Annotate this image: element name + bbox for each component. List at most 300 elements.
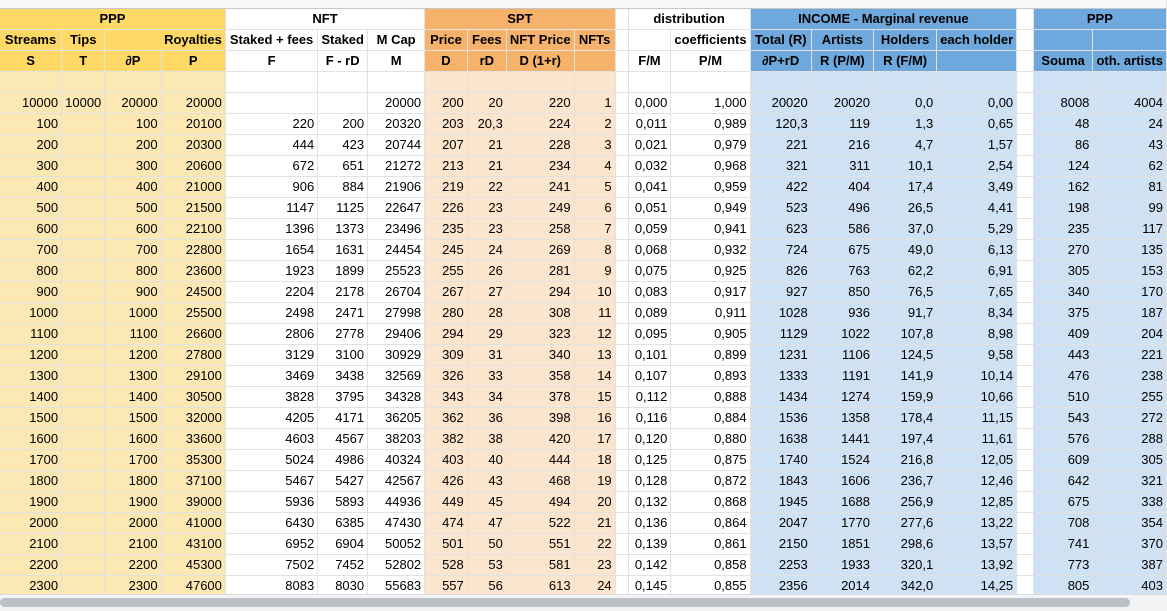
table-cell[interactable]: 1606 — [811, 471, 873, 492]
header-cell[interactable]: Artists — [811, 30, 873, 51]
table-cell[interactable] — [750, 72, 811, 93]
table-cell[interactable]: 24 — [1093, 114, 1167, 135]
table-cell[interactable]: 2 — [574, 114, 615, 135]
table-cell[interactable]: 300 — [105, 156, 161, 177]
table-cell[interactable]: 37100 — [161, 471, 225, 492]
table-cell[interactable]: 1028 — [750, 303, 811, 324]
table-cell[interactable]: 45300 — [161, 555, 225, 576]
table-cell[interactable] — [1017, 429, 1034, 450]
table-cell[interactable] — [1017, 366, 1034, 387]
header-cell[interactable]: Fees — [467, 30, 506, 51]
table-cell[interactable]: 43 — [467, 471, 506, 492]
table-cell[interactable]: 0,968 — [671, 156, 750, 177]
table-cell[interactable]: 1770 — [811, 513, 873, 534]
table-cell[interactable]: 2000 — [105, 513, 161, 534]
table-cell[interactable]: 36205 — [368, 408, 425, 429]
spacer-cell[interactable] — [615, 513, 628, 534]
table-cell[interactable]: 0,142 — [628, 555, 671, 576]
table-cell[interactable]: 141,9 — [874, 366, 937, 387]
table-cell[interactable]: 22 — [467, 177, 506, 198]
table-cell[interactable]: 2178 — [318, 282, 368, 303]
table-cell[interactable]: 0,872 — [671, 471, 750, 492]
table-cell[interactable]: 7452 — [318, 555, 368, 576]
table-cell[interactable]: 23 — [467, 219, 506, 240]
table-cell[interactable]: 1843 — [750, 471, 811, 492]
table-cell[interactable] — [105, 72, 161, 93]
table-cell[interactable]: 1800 — [0, 471, 62, 492]
table-cell[interactable]: 26,5 — [874, 198, 937, 219]
table-cell[interactable]: 1129 — [750, 324, 811, 345]
table-cell[interactable] — [1017, 471, 1034, 492]
table-cell[interactable]: 724 — [750, 240, 811, 261]
table-cell[interactable]: 204 — [1093, 324, 1167, 345]
table-cell[interactable]: 422 — [750, 177, 811, 198]
table-cell[interactable]: 403 — [1093, 576, 1167, 597]
header-cell[interactable]: ∂P — [105, 51, 161, 72]
table-cell[interactable]: 309 — [425, 345, 468, 366]
table-cell[interactable] — [811, 72, 873, 93]
table-cell[interactable]: 33 — [467, 366, 506, 387]
table-cell[interactable]: 409 — [1033, 324, 1093, 345]
table-cell[interactable]: 468 — [506, 471, 574, 492]
table-cell[interactable]: 1500 — [105, 408, 161, 429]
table-cell[interactable]: 1,000 — [671, 93, 750, 114]
table-cell[interactable]: 3,49 — [937, 177, 1017, 198]
table-cell[interactable]: 0,0 — [874, 93, 937, 114]
table-cell[interactable]: 927 — [750, 282, 811, 303]
header-cell[interactable]: Staked — [318, 30, 368, 51]
table-cell[interactable]: 11,15 — [937, 408, 1017, 429]
scrollbar-thumb[interactable] — [0, 598, 1130, 607]
table-cell[interactable]: 30500 — [161, 387, 225, 408]
table-cell[interactable]: 2356 — [750, 576, 811, 597]
table-cell[interactable]: 20 — [467, 93, 506, 114]
spacer-cell[interactable] — [615, 156, 628, 177]
header-cell[interactable]: Total (R) — [750, 30, 811, 51]
table-cell[interactable]: 22100 — [161, 219, 225, 240]
table-cell[interactable] — [161, 72, 225, 93]
table-cell[interactable]: 494 — [506, 492, 574, 513]
spacer-cell[interactable] — [615, 219, 628, 240]
table-cell[interactable] — [62, 156, 105, 177]
table-cell[interactable] — [1017, 450, 1034, 471]
table-cell[interactable]: 20020 — [750, 93, 811, 114]
table-cell[interactable]: 20744 — [368, 135, 425, 156]
table-cell[interactable]: 8008 — [1033, 93, 1093, 114]
table-cell[interactable]: 426 — [425, 471, 468, 492]
table-cell[interactable]: 23496 — [368, 219, 425, 240]
table-cell[interactable]: 6952 — [225, 534, 317, 555]
table-cell[interactable]: 551 — [506, 534, 574, 555]
table-cell[interactable]: 270 — [1033, 240, 1093, 261]
table-cell[interactable]: 21 — [574, 513, 615, 534]
spacer-cell[interactable] — [615, 471, 628, 492]
table-cell[interactable]: 43100 — [161, 534, 225, 555]
table-cell[interactable] — [62, 387, 105, 408]
table-cell[interactable]: 100 — [105, 114, 161, 135]
spacer-cell[interactable] — [615, 324, 628, 345]
table-cell[interactable]: 1933 — [811, 555, 873, 576]
table-cell[interactable]: 24 — [574, 576, 615, 597]
table-cell[interactable]: 0,00 — [937, 93, 1017, 114]
table-cell[interactable]: 1654 — [225, 240, 317, 261]
header-cell[interactable]: Tips — [62, 30, 105, 51]
table-cell[interactable] — [506, 72, 574, 93]
table-cell[interactable]: 1300 — [0, 366, 62, 387]
table-cell[interactable]: 228 — [506, 135, 574, 156]
table-cell[interactable]: 5467 — [225, 471, 317, 492]
table-cell[interactable]: 9 — [574, 261, 615, 282]
horizontal-scrollbar[interactable] — [0, 594, 1167, 611]
table-cell[interactable]: 2200 — [0, 555, 62, 576]
table-cell[interactable]: 38 — [467, 429, 506, 450]
table-cell[interactable]: 235 — [1033, 219, 1093, 240]
header-cell[interactable]: F - rD — [318, 51, 368, 72]
table-cell[interactable]: 33600 — [161, 429, 225, 450]
table-cell[interactable]: 0,917 — [671, 282, 750, 303]
table-cell[interactable]: 19 — [574, 471, 615, 492]
table-cell[interactable]: 2778 — [318, 324, 368, 345]
table-cell[interactable]: 936 — [811, 303, 873, 324]
table-cell[interactable] — [62, 261, 105, 282]
table-cell[interactable]: 23 — [467, 198, 506, 219]
spacer-cell[interactable] — [615, 240, 628, 261]
table-cell[interactable]: 557 — [425, 576, 468, 597]
table-cell[interactable]: 213 — [425, 156, 468, 177]
table-cell[interactable] — [318, 72, 368, 93]
table-cell[interactable]: 27 — [467, 282, 506, 303]
group-spt[interactable]: SPT — [425, 9, 616, 30]
table-cell[interactable]: 26 — [467, 261, 506, 282]
table-cell[interactable]: 13,22 — [937, 513, 1017, 534]
table-cell[interactable] — [1017, 219, 1034, 240]
table-cell[interactable]: 0,884 — [671, 408, 750, 429]
header-cell[interactable]: F/M — [628, 51, 671, 72]
table-cell[interactable]: 24454 — [368, 240, 425, 261]
table-cell[interactable]: 763 — [811, 261, 873, 282]
spacer-cell[interactable] — [615, 30, 628, 51]
table-cell[interactable] — [1017, 282, 1034, 303]
table-cell[interactable]: 20320 — [368, 114, 425, 135]
table-cell[interactable] — [1017, 135, 1034, 156]
table-cell[interactable]: 600 — [105, 219, 161, 240]
table-cell[interactable]: 0,979 — [671, 135, 750, 156]
table-cell[interactable]: 53 — [467, 555, 506, 576]
table-cell[interactable]: 0,880 — [671, 429, 750, 450]
table-cell[interactable]: 338 — [1093, 492, 1167, 513]
table-cell[interactable]: 36 — [467, 408, 506, 429]
table-cell[interactable]: 216,8 — [874, 450, 937, 471]
spacer-cell[interactable] — [615, 93, 628, 114]
spacer-cell[interactable] — [615, 177, 628, 198]
spacer-cell[interactable] — [615, 282, 628, 303]
table-cell[interactable]: 1191 — [811, 366, 873, 387]
table-cell[interactable]: 16 — [574, 408, 615, 429]
table-cell[interactable] — [1093, 72, 1167, 93]
table-cell[interactable] — [62, 177, 105, 198]
table-cell[interactable]: 10000 — [0, 93, 62, 114]
table-cell[interactable]: 0,041 — [628, 177, 671, 198]
table-cell[interactable]: 378 — [506, 387, 574, 408]
table-cell[interactable] — [62, 534, 105, 555]
table-cell[interactable]: 20,3 — [467, 114, 506, 135]
header-cell[interactable]: M Cap — [368, 30, 425, 51]
table-cell[interactable]: 543 — [1033, 408, 1093, 429]
table-cell[interactable]: 5936 — [225, 492, 317, 513]
spacer-cell[interactable] — [615, 429, 628, 450]
table-cell[interactable]: 234 — [506, 156, 574, 177]
table-cell[interactable]: 6 — [574, 198, 615, 219]
table-cell[interactable]: 7,65 — [937, 282, 1017, 303]
table-cell[interactable]: 4205 — [225, 408, 317, 429]
table-cell[interactable]: 6430 — [225, 513, 317, 534]
spacer-cell[interactable] — [615, 72, 628, 93]
table-cell[interactable]: 1700 — [105, 450, 161, 471]
table-cell[interactable]: 221 — [750, 135, 811, 156]
table-cell[interactable]: 0,089 — [628, 303, 671, 324]
table-cell[interactable]: 0,932 — [671, 240, 750, 261]
table-cell[interactable]: 178,4 — [874, 408, 937, 429]
table-cell[interactable]: 326 — [425, 366, 468, 387]
table-cell[interactable]: 308 — [506, 303, 574, 324]
table-cell[interactable]: 1333 — [750, 366, 811, 387]
table-cell[interactable] — [62, 219, 105, 240]
table-cell[interactable]: 5 — [574, 177, 615, 198]
table-cell[interactable]: 219 — [425, 177, 468, 198]
table-cell[interactable]: 256,9 — [874, 492, 937, 513]
table-cell[interactable]: 1,57 — [937, 135, 1017, 156]
table-cell[interactable]: 12 — [574, 324, 615, 345]
table-cell[interactable]: 321 — [1093, 471, 1167, 492]
table-cell[interactable] — [1017, 345, 1034, 366]
header-cell[interactable]: coefficients — [671, 30, 750, 51]
table-cell[interactable]: 32000 — [161, 408, 225, 429]
table-cell[interactable]: 0,855 — [671, 576, 750, 597]
table-cell[interactable]: 22647 — [368, 198, 425, 219]
table-cell[interactable]: 400 — [0, 177, 62, 198]
table-cell[interactable]: 14 — [574, 366, 615, 387]
table-cell[interactable] — [1017, 177, 1034, 198]
table-cell[interactable]: 187 — [1093, 303, 1167, 324]
table-cell[interactable]: 10,66 — [937, 387, 1017, 408]
table-cell[interactable]: 24 — [467, 240, 506, 261]
table-cell[interactable] — [671, 72, 750, 93]
table-cell[interactable]: 159,9 — [874, 387, 937, 408]
table-cell[interactable]: 0,032 — [628, 156, 671, 177]
table-cell[interactable]: 117 — [1093, 219, 1167, 240]
header-cell[interactable]: T — [62, 51, 105, 72]
table-cell[interactable]: 34 — [467, 387, 506, 408]
table-cell[interactable]: 56 — [467, 576, 506, 597]
table-cell[interactable]: 30929 — [368, 345, 425, 366]
table-cell[interactable] — [425, 72, 468, 93]
table-cell[interactable]: 362 — [425, 408, 468, 429]
table-cell[interactable] — [1017, 72, 1034, 93]
table-cell[interactable]: 2498 — [225, 303, 317, 324]
table-cell[interactable]: 1800 — [105, 471, 161, 492]
table-cell[interactable]: 449 — [425, 492, 468, 513]
table-cell[interactable]: 224 — [506, 114, 574, 135]
table-cell[interactable]: 741 — [1033, 534, 1093, 555]
table-cell[interactable]: 0,875 — [671, 450, 750, 471]
header-cell[interactable]: NFT Price — [506, 30, 574, 51]
header-cell[interactable] — [574, 51, 615, 72]
table-cell[interactable]: 358 — [506, 366, 574, 387]
table-cell[interactable]: 18 — [574, 450, 615, 471]
table-cell[interactable]: 1000 — [105, 303, 161, 324]
table-cell[interactable]: 3438 — [318, 366, 368, 387]
table-cell[interactable]: 62,2 — [874, 261, 937, 282]
table-cell[interactable]: 0,051 — [628, 198, 671, 219]
table-cell[interactable]: 6904 — [318, 534, 368, 555]
table-cell[interactable]: 623 — [750, 219, 811, 240]
table-cell[interactable]: 340 — [1033, 282, 1093, 303]
table-cell[interactable]: 0,925 — [671, 261, 750, 282]
spacer-cell[interactable] — [615, 450, 628, 471]
table-cell[interactable]: 29 — [467, 324, 506, 345]
table-cell[interactable]: 200 — [0, 135, 62, 156]
table-cell[interactable]: 124 — [1033, 156, 1093, 177]
table-cell[interactable]: 708 — [1033, 513, 1093, 534]
table-cell[interactable]: 45 — [467, 492, 506, 513]
table-cell[interactable] — [62, 408, 105, 429]
table-cell[interactable]: 1106 — [811, 345, 873, 366]
table-cell[interactable] — [318, 93, 368, 114]
table-cell[interactable]: 245 — [425, 240, 468, 261]
table-cell[interactable]: 7502 — [225, 555, 317, 576]
table-cell[interactable]: 11,61 — [937, 429, 1017, 450]
table-cell[interactable]: 1900 — [0, 492, 62, 513]
table-cell[interactable]: 0,989 — [671, 114, 750, 135]
spacer-cell[interactable] — [615, 261, 628, 282]
table-cell[interactable]: 0,112 — [628, 387, 671, 408]
header-cell[interactable]: Streams — [0, 30, 62, 51]
table-cell[interactable]: 153 — [1093, 261, 1167, 282]
table-cell[interactable]: 340 — [506, 345, 574, 366]
spacer-cell[interactable] — [615, 387, 628, 408]
table-cell[interactable]: 0,120 — [628, 429, 671, 450]
table-cell[interactable]: 586 — [811, 219, 873, 240]
table-cell[interactable]: 55683 — [368, 576, 425, 597]
table-cell[interactable]: 62 — [1093, 156, 1167, 177]
table-cell[interactable]: 0,095 — [628, 324, 671, 345]
table-cell[interactable]: 500 — [105, 198, 161, 219]
table-cell[interactable] — [62, 513, 105, 534]
table-cell[interactable]: 675 — [1033, 492, 1093, 513]
table-cell[interactable]: 500 — [0, 198, 62, 219]
table-cell[interactable]: 20000 — [105, 93, 161, 114]
group-distribution[interactable]: distribution — [628, 9, 750, 30]
table-cell[interactable]: 8,98 — [937, 324, 1017, 345]
table-cell[interactable]: 2014 — [811, 576, 873, 597]
table-cell[interactable] — [62, 429, 105, 450]
table-cell[interactable]: 0,011 — [628, 114, 671, 135]
table-cell[interactable]: 1899 — [318, 261, 368, 282]
table-cell[interactable]: 3828 — [225, 387, 317, 408]
table-cell[interactable] — [467, 72, 506, 93]
table-cell[interactable]: 0,083 — [628, 282, 671, 303]
table-cell[interactable] — [1017, 93, 1034, 114]
table-cell[interactable] — [62, 555, 105, 576]
table-cell[interactable] — [1033, 72, 1093, 93]
table-cell[interactable]: 20100 — [161, 114, 225, 135]
table-cell[interactable]: 1 — [574, 93, 615, 114]
table-cell[interactable]: 0,107 — [628, 366, 671, 387]
table-cell[interactable] — [62, 72, 105, 93]
table-cell[interactable] — [62, 240, 105, 261]
table-cell[interactable]: 5427 — [318, 471, 368, 492]
table-cell[interactable]: 10 — [574, 282, 615, 303]
table-cell[interactable]: 2300 — [0, 576, 62, 597]
table-cell[interactable]: 1100 — [105, 324, 161, 345]
table-cell[interactable]: 220 — [225, 114, 317, 135]
table-cell[interactable]: 5,29 — [937, 219, 1017, 240]
table-cell[interactable]: 27800 — [161, 345, 225, 366]
table-cell[interactable]: 203 — [425, 114, 468, 135]
table-cell[interactable] — [574, 72, 615, 93]
table-cell[interactable]: 21000 — [161, 177, 225, 198]
table-cell[interactable]: 1500 — [0, 408, 62, 429]
table-cell[interactable]: 1600 — [105, 429, 161, 450]
table-cell[interactable] — [62, 324, 105, 345]
spacer-cell[interactable] — [615, 135, 628, 156]
table-cell[interactable] — [62, 471, 105, 492]
table-cell[interactable]: 13,92 — [937, 555, 1017, 576]
table-cell[interactable] — [1017, 156, 1034, 177]
table-cell[interactable] — [1017, 408, 1034, 429]
header-cell[interactable]: P — [161, 51, 225, 72]
header-cell[interactable] — [1033, 30, 1093, 51]
table-cell[interactable]: 20300 — [161, 135, 225, 156]
table-cell[interactable]: 2253 — [750, 555, 811, 576]
table-cell[interactable]: 226 — [425, 198, 468, 219]
table-cell[interactable]: 443 — [1033, 345, 1093, 366]
table-cell[interactable]: 5893 — [318, 492, 368, 513]
table-cell[interactable] — [874, 72, 937, 93]
table-cell[interactable]: 1125 — [318, 198, 368, 219]
table-cell[interactable]: 1,3 — [874, 114, 937, 135]
spacer-cell[interactable] — [615, 492, 628, 513]
table-cell[interactable] — [1017, 492, 1034, 513]
table-cell[interactable]: 221 — [1093, 345, 1167, 366]
table-cell[interactable]: 1851 — [811, 534, 873, 555]
table-cell[interactable]: 0,893 — [671, 366, 750, 387]
table-cell[interactable]: 0,868 — [671, 492, 750, 513]
table-cell[interactable]: 35300 — [161, 450, 225, 471]
table-cell[interactable] — [1017, 534, 1034, 555]
table-cell[interactable]: 28 — [467, 303, 506, 324]
table-cell[interactable] — [62, 450, 105, 471]
table-cell[interactable]: 2,54 — [937, 156, 1017, 177]
table-cell[interactable]: 0,068 — [628, 240, 671, 261]
table-cell[interactable]: 805 — [1033, 576, 1093, 597]
table-cell[interactable]: 600 — [0, 219, 62, 240]
table-cell[interactable]: 423 — [318, 135, 368, 156]
table-cell[interactable]: 675 — [811, 240, 873, 261]
table-cell[interactable]: 50052 — [368, 534, 425, 555]
table-cell[interactable]: 40324 — [368, 450, 425, 471]
table-cell[interactable]: 398 — [506, 408, 574, 429]
table-cell[interactable]: 3795 — [318, 387, 368, 408]
header-cell[interactable]: Royalties — [161, 30, 225, 51]
table-cell[interactable]: 403 — [425, 450, 468, 471]
table-cell[interactable]: 34328 — [368, 387, 425, 408]
table-cell[interactable]: 320,1 — [874, 555, 937, 576]
table-cell[interactable] — [225, 72, 317, 93]
table-cell[interactable]: 10,14 — [937, 366, 1017, 387]
table-cell[interactable]: 1923 — [225, 261, 317, 282]
table-cell[interactable]: 0,864 — [671, 513, 750, 534]
